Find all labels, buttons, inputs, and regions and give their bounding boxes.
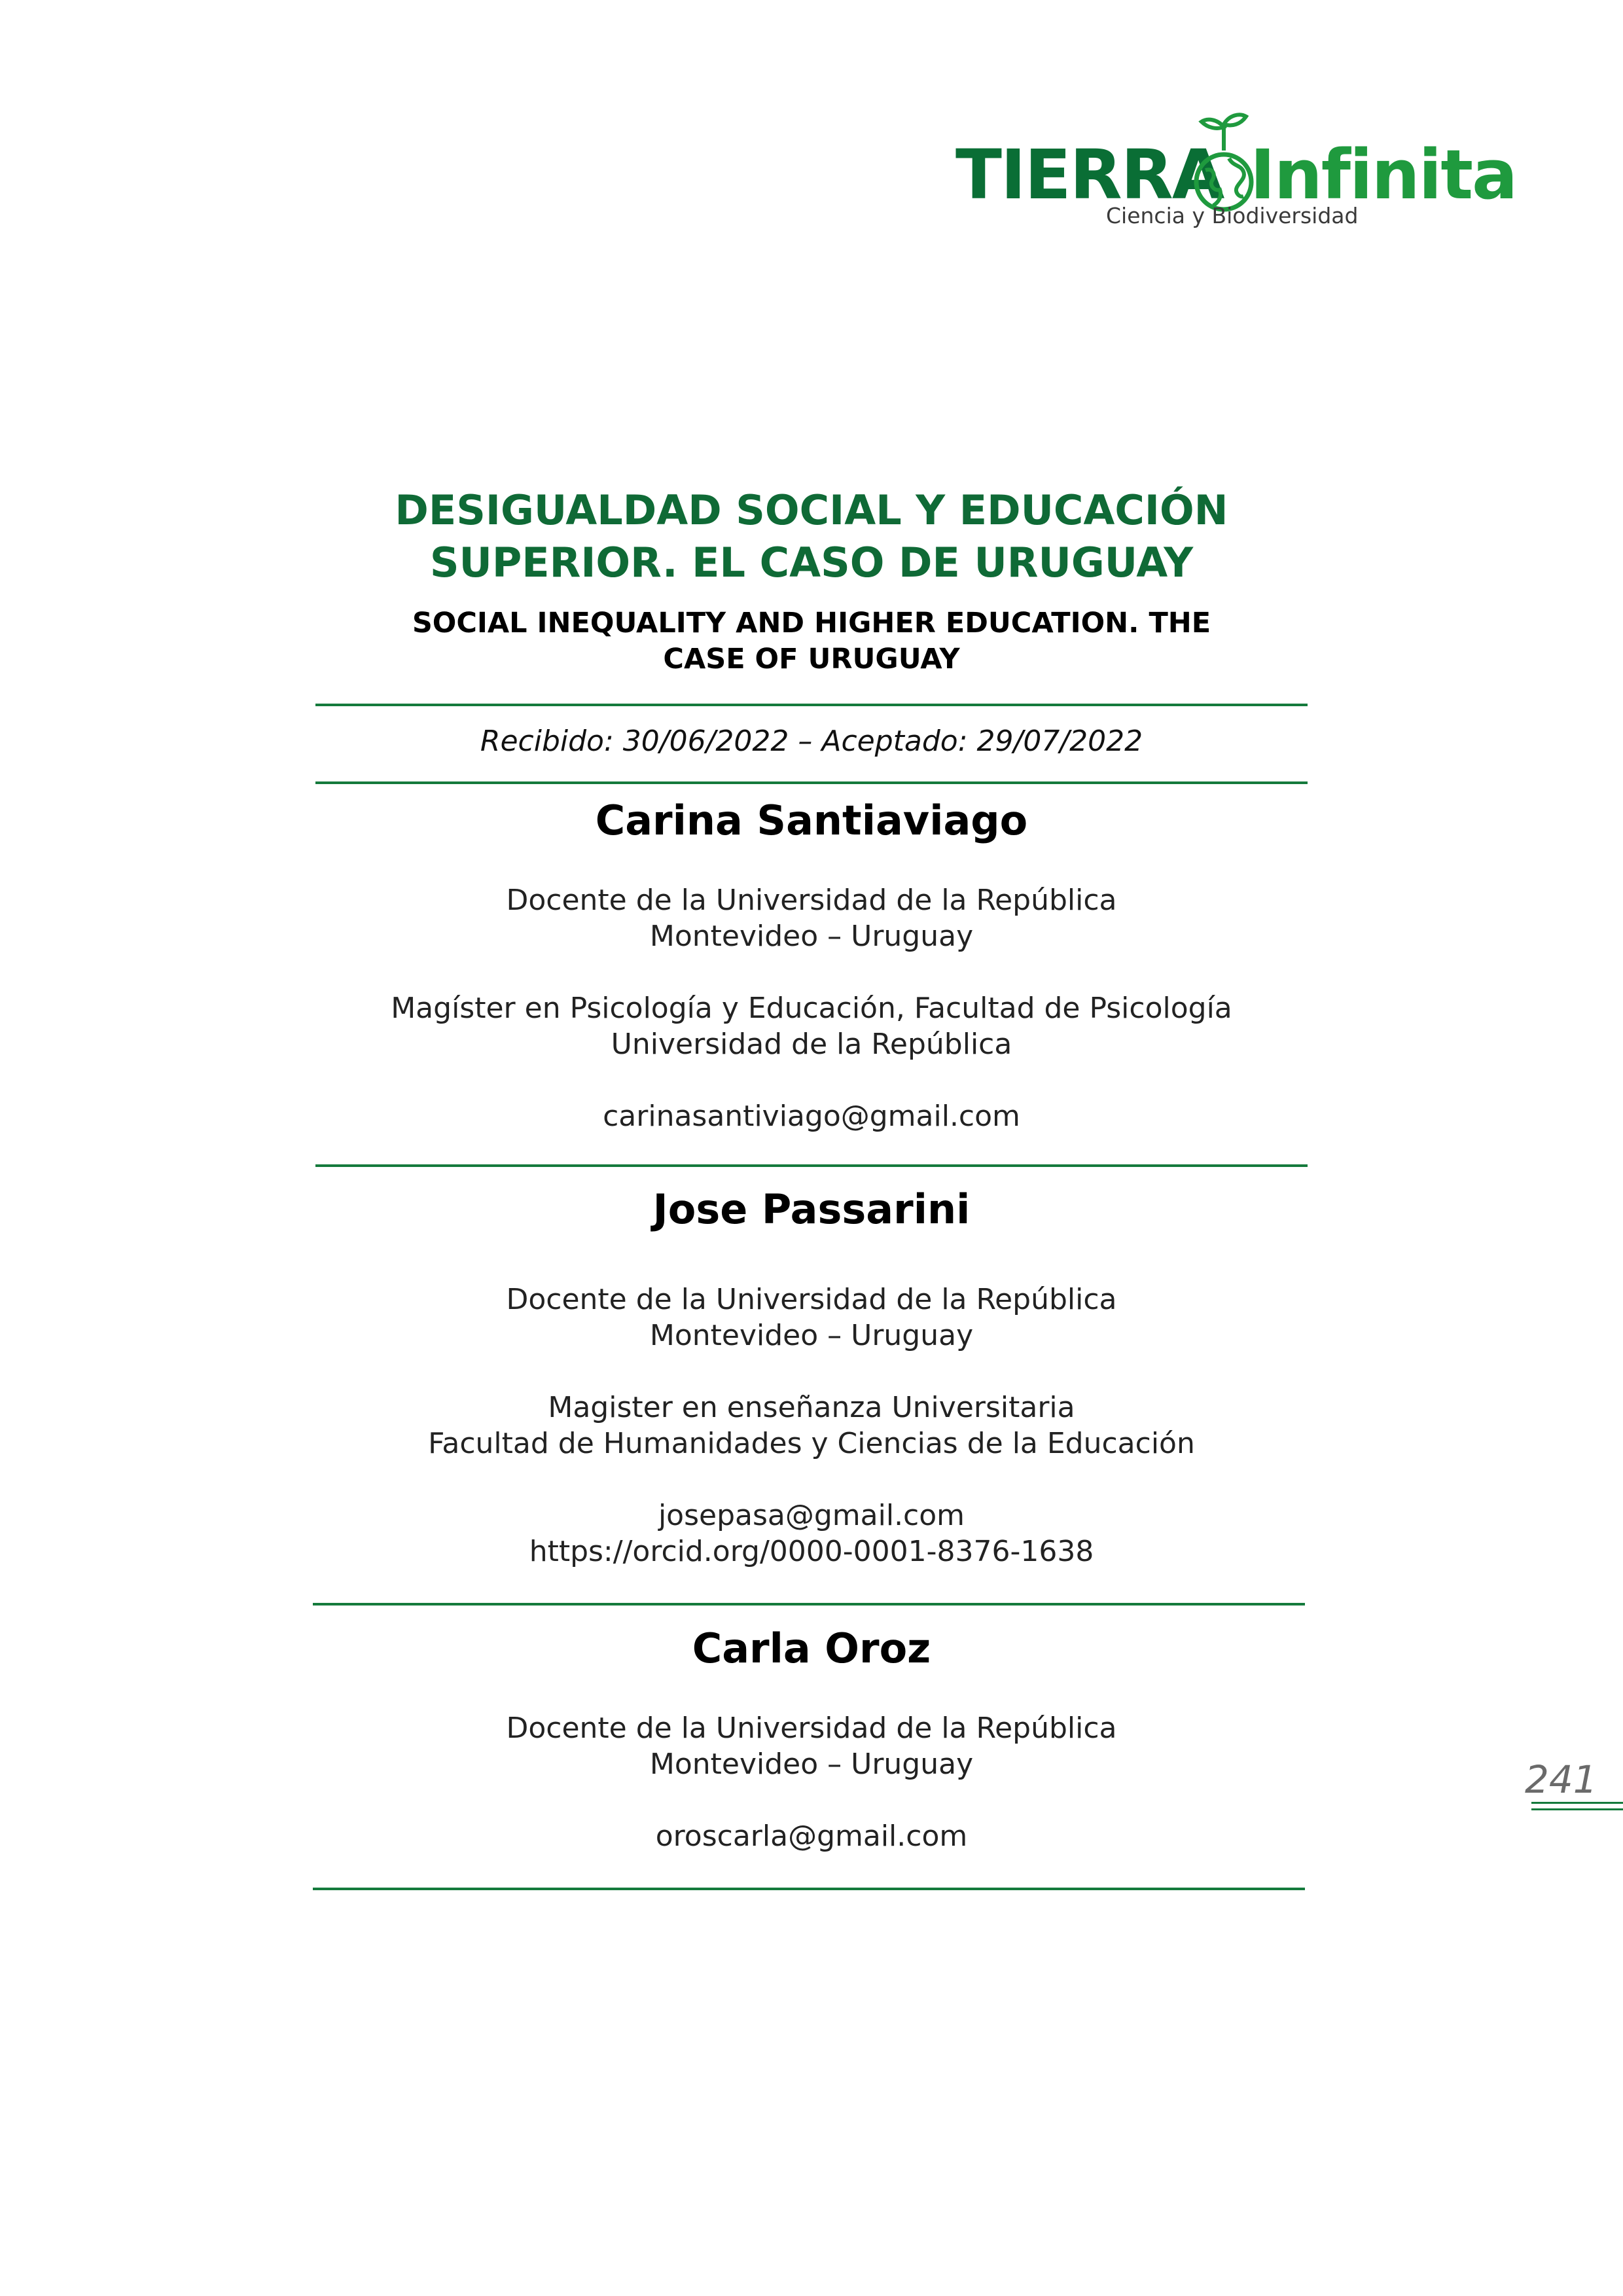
author-email[interactable]: josepasa@gmail.com [658,1499,965,1532]
author-name: Carina Santiaviago [595,797,1028,844]
logo-word-tierra: TIERRA [955,135,1224,215]
page-number-rule [1531,1802,1623,1804]
logo-tagline: Ciencia y Biodiversidad [1106,203,1359,228]
journal-logo [955,105,1517,236]
received-accepted-dates: Recibido: 30/06/2022 – Aceptado: 29/07/2022 [480,725,1143,758]
author-location: Montevideo – Uruguay [649,1319,974,1352]
author-email[interactable]: carinasantiviago@gmail.com [603,1100,1020,1133]
page-number-rule [1531,1808,1623,1810]
divider-rule [315,1164,1308,1167]
author-degree-institution: Universidad de la República [611,1028,1012,1061]
author-degree-institution: Facultad de Humanidades y Ciencias de la Educación [428,1427,1195,1460]
author-location: Montevideo – Uruguay [649,920,974,953]
author-affiliation: Docente de la Universidad de la República [506,1712,1117,1745]
divider-rule [313,1888,1305,1890]
author-email[interactable]: oroscarla@gmail.com [655,1820,968,1853]
divider-rule [315,781,1308,784]
title-english-line2: CASE OF URUGUAY [663,643,960,675]
logo-word-infinita: Infinita [1250,135,1517,215]
globe-sprout-icon [1191,105,1257,216]
author-orcid-link[interactable]: https://orcid.org/0000-0001-8376-1638 [529,1535,1094,1568]
author-affiliation: Docente de la Universidad de la República [506,1283,1117,1316]
page-number: 241 [1525,1757,1597,1802]
author-degree: Magister en enseñanza Universitaria [548,1391,1075,1424]
author-name: Carla Oroz [692,1624,931,1672]
title-spanish-line1: DESIGUALDAD SOCIAL Y EDUCACIÓN [395,486,1228,534]
title-english-line1: SOCIAL INEQUALITY AND HIGHER EDUCATION. THE [412,607,1211,639]
author-affiliation: Docente de la Universidad de la República [506,884,1117,917]
divider-rule [313,1603,1305,1605]
title-spanish-line2: SUPERIOR. EL CASO DE URUGUAY [429,539,1194,586]
divider-rule [315,704,1308,706]
author-location: Montevideo – Uruguay [649,1748,974,1781]
author-name: Jose Passarini [652,1185,971,1233]
author-degree: Magíster en Psicología y Educación, Facultad de Psicología [391,992,1232,1025]
